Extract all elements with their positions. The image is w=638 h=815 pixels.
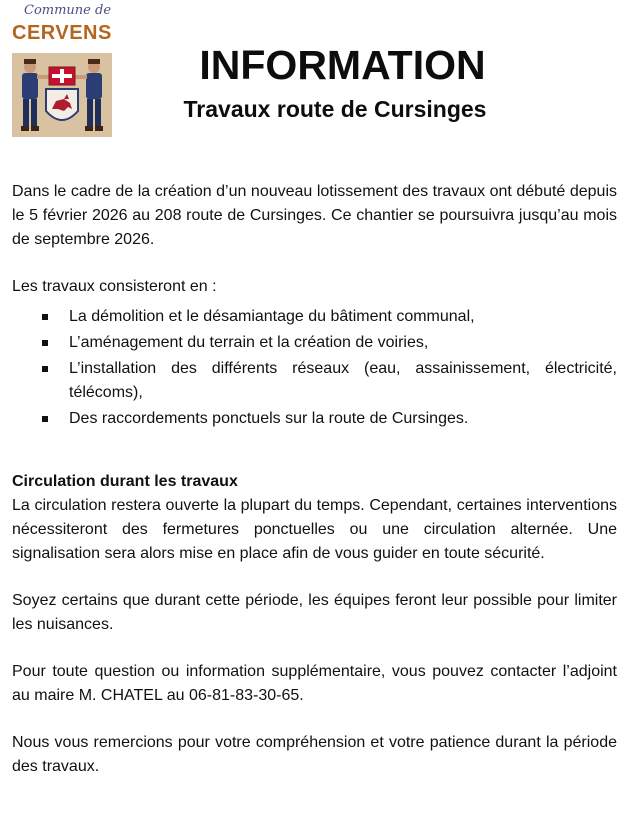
list-item: La démolition et le désamiantage du bâtiment communal, — [12, 305, 617, 329]
closing-paragraph: Nous vous remercions pour votre compréhension et votre patience durant la période des travaux. — [12, 734, 617, 775]
document-subtitle: Travaux route de Cursinges — [183, 96, 487, 122]
bullet-icon — [42, 314, 48, 320]
document-title: INFORMATION — [199, 42, 486, 88]
contact-paragraph: Pour toute question ou information supplémentaire, vous pouvez contacter l’adjoint au maire M. CHATEL au 06-81-83-30-65. — [12, 663, 617, 704]
commune-name: CERVENS — [12, 22, 112, 44]
intro-paragraph: Dans le cadre de la création d’un nouveau lotissement des travaux ont débuté depuis le 5 février 2026 au 208 route de Cursinges. Ce chantier se poursuivra jusqu’au mois de septembre 2026. — [12, 183, 617, 248]
works-list — [12, 305, 617, 431]
traffic-heading: Circulation durant les travaux — [12, 473, 238, 490]
list-item: L’aménagement du terrain et la création de voiries, — [12, 331, 617, 355]
bullet-icon — [42, 366, 48, 372]
bullet-icon — [42, 340, 48, 346]
bullet-icon — [42, 416, 48, 422]
document-body — [12, 180, 617, 779]
teams-paragraph: Soyez certains que durant cette période, les équipes feront leur possible pour limiter les nuisances. — [12, 592, 617, 633]
commune-label: Commune de — [24, 3, 112, 18]
works-lead: Les travaux consisteront en : — [12, 278, 217, 295]
traffic-paragraph: La circulation restera ouverte la plupart du temps. Cependant, certaines interventions nécessiteront des fermetures ponctuelles ou une circulation alternée. Une signalisation sera alors mise en place afin de vous guider en toute sécurité. — [12, 497, 617, 562]
coat-of-arms-image — [12, 53, 112, 137]
list-item: L’installation des différents réseaux (eau, assainissement, électricité, télécoms), — [12, 357, 617, 405]
list-item: Des raccordements ponctuels sur la route de Cursinges. — [12, 407, 617, 431]
